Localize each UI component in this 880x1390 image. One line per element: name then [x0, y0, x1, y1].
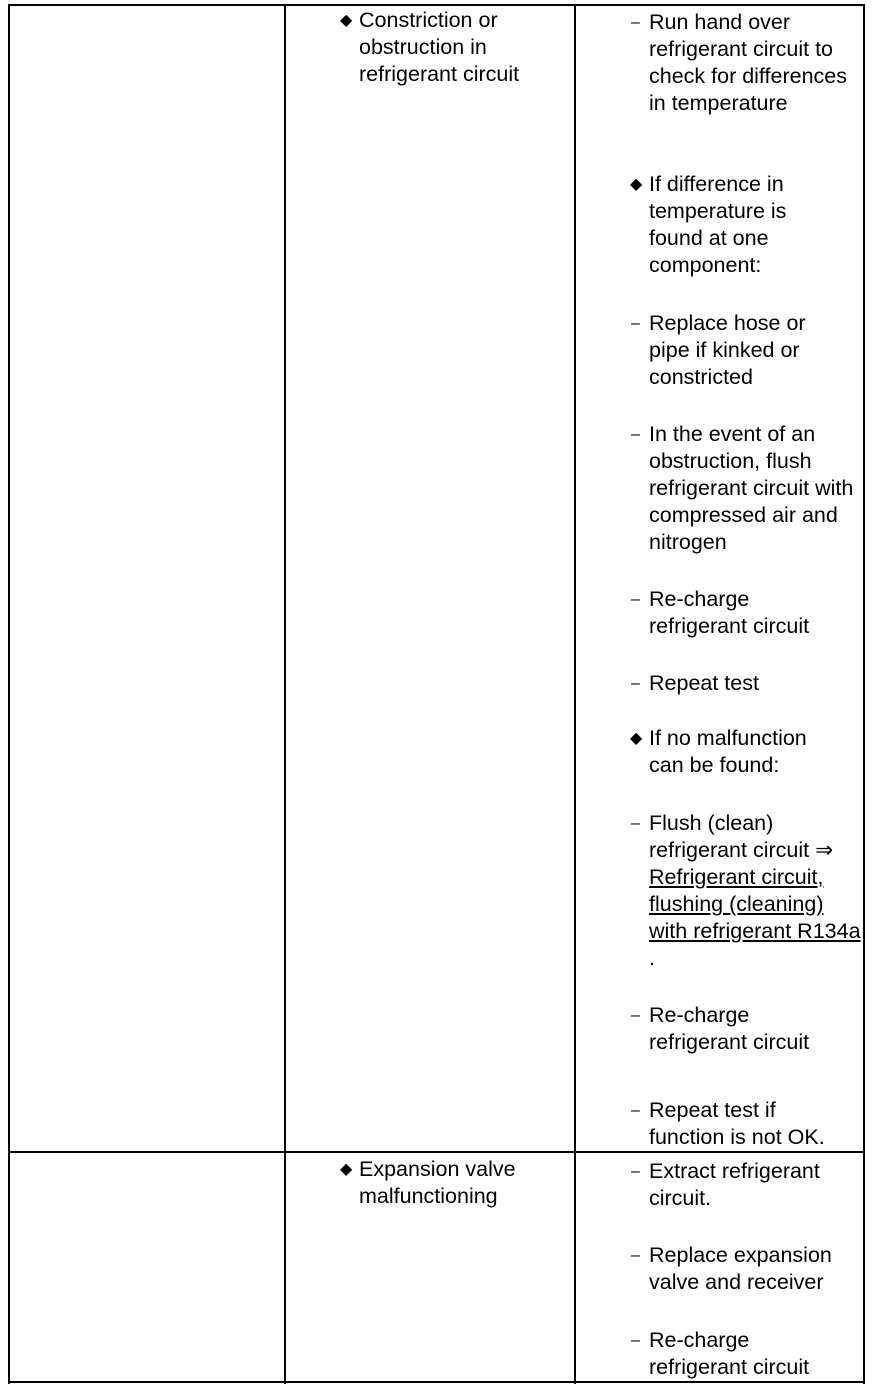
- dash-bullet-icon: –: [631, 14, 640, 31]
- remedy-item: [649, 810, 861, 972]
- dash-bullet-icon: –: [631, 426, 640, 443]
- table-border-bottom: [8, 1381, 865, 1383]
- table-border-top: [8, 4, 865, 6]
- refrigerant-flushing-link[interactable]: Refrigerant circuit, flushing (cleaning) with refrigerant R134a: [649, 865, 861, 943]
- remedy-item: Run hand over refrigerant circuit to check for differences in temperature: [649, 10, 847, 115]
- table-border-left: [8, 4, 10, 1384]
- remedy-item: In the event of an obstruction, flush refrigerant circuit with compressed air and nitrogen: [649, 422, 854, 554]
- dash-bullet-icon: –: [631, 591, 640, 608]
- remedy-item: Re-charge refrigerant circuit: [649, 587, 810, 638]
- table-border-col1: [284, 4, 286, 1384]
- remedy-item: Re-charge refrigerant circuit: [649, 1003, 810, 1054]
- remedy-item: Replace expansion valve and receiver: [649, 1243, 832, 1294]
- remedy-item: If no malfunction can be found:: [649, 726, 807, 777]
- diamond-bullet-icon: ◆: [340, 1161, 353, 1178]
- cause-text: Expansion valve malfunctioning: [359, 1157, 516, 1208]
- table-border-col2: [574, 4, 576, 1384]
- remedy-text: Flush (clean) refrigerant circuit ⇒: [649, 811, 834, 862]
- dash-bullet-icon: –: [631, 1163, 640, 1180]
- remedy-text-end: .: [649, 946, 655, 970]
- table-row-divider: [8, 1151, 865, 1153]
- remedy-item: Re-charge refrigerant circuit: [649, 1328, 810, 1379]
- diamond-bullet-icon: ◆: [630, 730, 643, 747]
- dash-bullet-icon: –: [631, 1332, 640, 1349]
- dash-bullet-icon: –: [631, 1007, 640, 1024]
- diamond-bullet-icon: ◆: [630, 176, 643, 193]
- diamond-bullet-icon: ◆: [340, 12, 353, 29]
- dash-bullet-icon: –: [631, 815, 640, 832]
- remedy-item: Repeat test: [649, 671, 759, 695]
- dash-bullet-icon: –: [631, 675, 640, 692]
- table-border-right: [863, 4, 865, 1384]
- remedy-item: If difference in temperature is found at one component:: [649, 172, 787, 277]
- dash-bullet-icon: –: [631, 315, 640, 332]
- cause-text: Constriction or obstruction in refrigerant circuit: [359, 8, 520, 86]
- remedy-item: Replace hose or pipe if kinked or constricted: [649, 311, 806, 389]
- remedy-item: Extract refrigerant circuit.: [649, 1159, 820, 1210]
- remedy-item: Repeat test if function is not OK.: [649, 1098, 825, 1149]
- dash-bullet-icon: –: [631, 1102, 640, 1119]
- dash-bullet-icon: –: [631, 1247, 640, 1264]
